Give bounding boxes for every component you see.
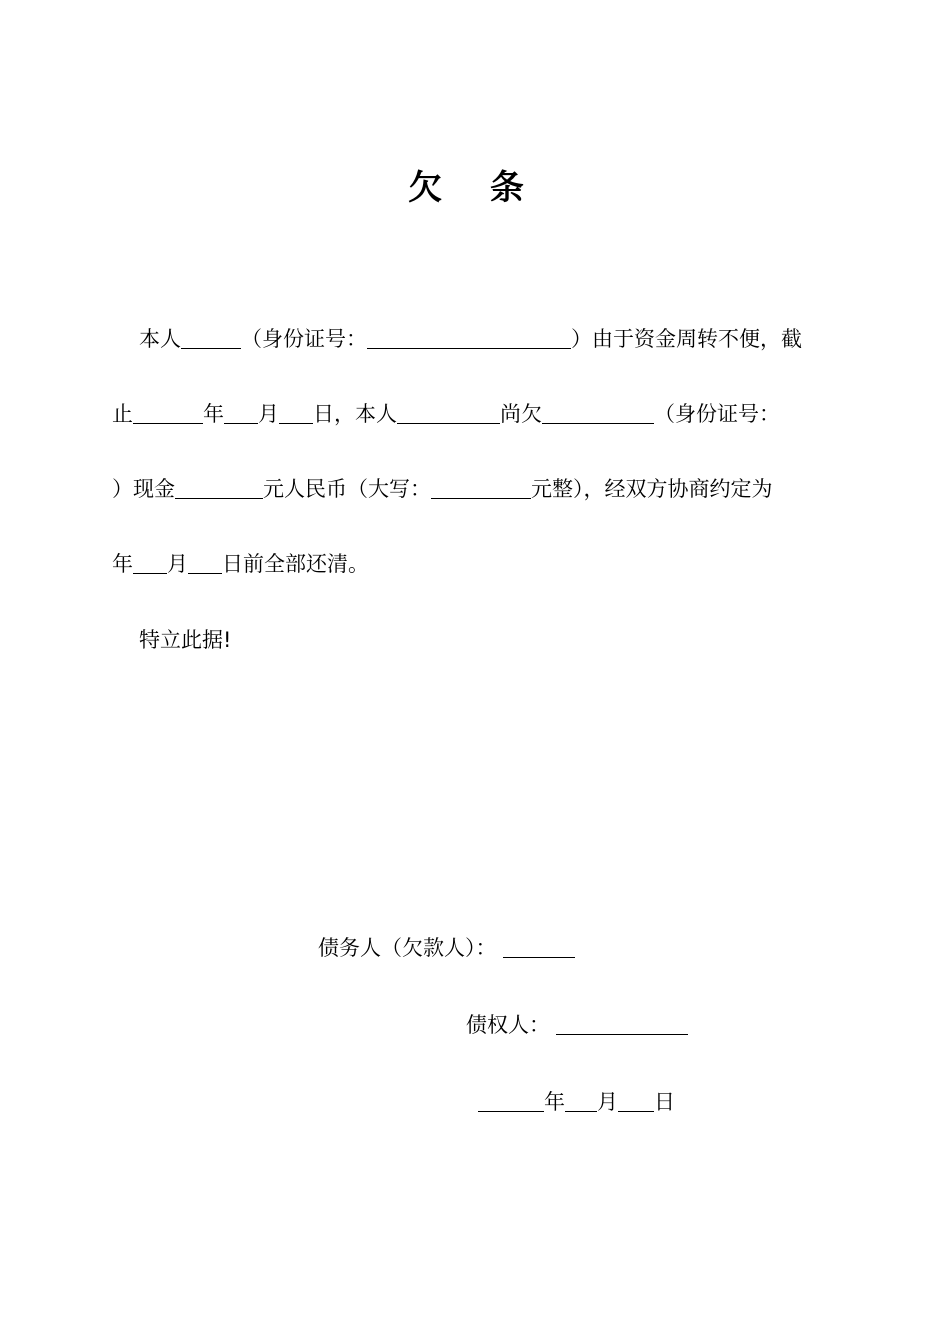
blank-debtor-id[interactable]: [367, 328, 571, 349]
blank-amount-caps[interactable]: [431, 478, 531, 499]
body-line-3: [112, 474, 773, 504]
blank-amount[interactable]: [175, 478, 263, 499]
text-sign-day: 日: [654, 1090, 675, 1114]
text-month-2: 月: [167, 552, 188, 576]
text-cash: ）现金: [112, 477, 175, 501]
text-repay: 日前全部还清。: [222, 552, 369, 576]
text-year: 年: [203, 402, 224, 426]
blank-creditor-signature[interactable]: [556, 1014, 688, 1035]
blank-sign-year[interactable]: [478, 1091, 544, 1112]
signature-date-line: [478, 1087, 675, 1117]
text-id-label-2: （身份证号：: [654, 402, 780, 426]
blank-day-2[interactable]: [188, 553, 222, 574]
text-month: 月: [258, 402, 279, 426]
text-sign-year: 年: [544, 1090, 565, 1114]
blank-sign-day[interactable]: [618, 1091, 654, 1112]
blank-creditor-name[interactable]: [542, 403, 654, 424]
body-line-4: [112, 549, 369, 579]
blank-debtor-name[interactable]: [181, 328, 241, 349]
debtor-signature-line: [318, 933, 575, 963]
text-until: 止: [112, 402, 133, 426]
text-sign-month: 月: [597, 1090, 618, 1114]
blank-month[interactable]: [224, 403, 258, 424]
debtor-label: 债务人（欠款人）：: [318, 936, 497, 960]
blank-year[interactable]: [133, 403, 203, 424]
text-day-self: 日，本人: [313, 402, 397, 426]
blank-debtor-signature[interactable]: [503, 937, 575, 958]
text-rmb-caps: 元人民币（大写：: [263, 477, 431, 501]
text-owe: 尚欠: [500, 402, 542, 426]
text-id-label: （身份证号：: [241, 327, 367, 351]
blank-month-2[interactable]: [133, 553, 167, 574]
text-year-2: 年: [112, 552, 133, 576]
text-reason: ）由于资金周转不便，截: [571, 327, 802, 351]
blank-sign-month[interactable]: [565, 1091, 597, 1112]
body-line-2: [112, 399, 780, 429]
creditor-label: 债权人：: [466, 1013, 550, 1037]
text-self: 本人: [139, 327, 181, 351]
closing-line: [139, 625, 231, 655]
creditor-signature-line: [466, 1010, 688, 1040]
document-title: 欠 条: [408, 168, 542, 208]
text-closing: 特立此据!: [139, 628, 232, 652]
blank-debtor-name-2[interactable]: [397, 403, 500, 424]
body-line-1: [139, 324, 802, 354]
blank-day[interactable]: [279, 403, 313, 424]
text-agreement: 元整），经双方协商约定为: [531, 477, 773, 501]
